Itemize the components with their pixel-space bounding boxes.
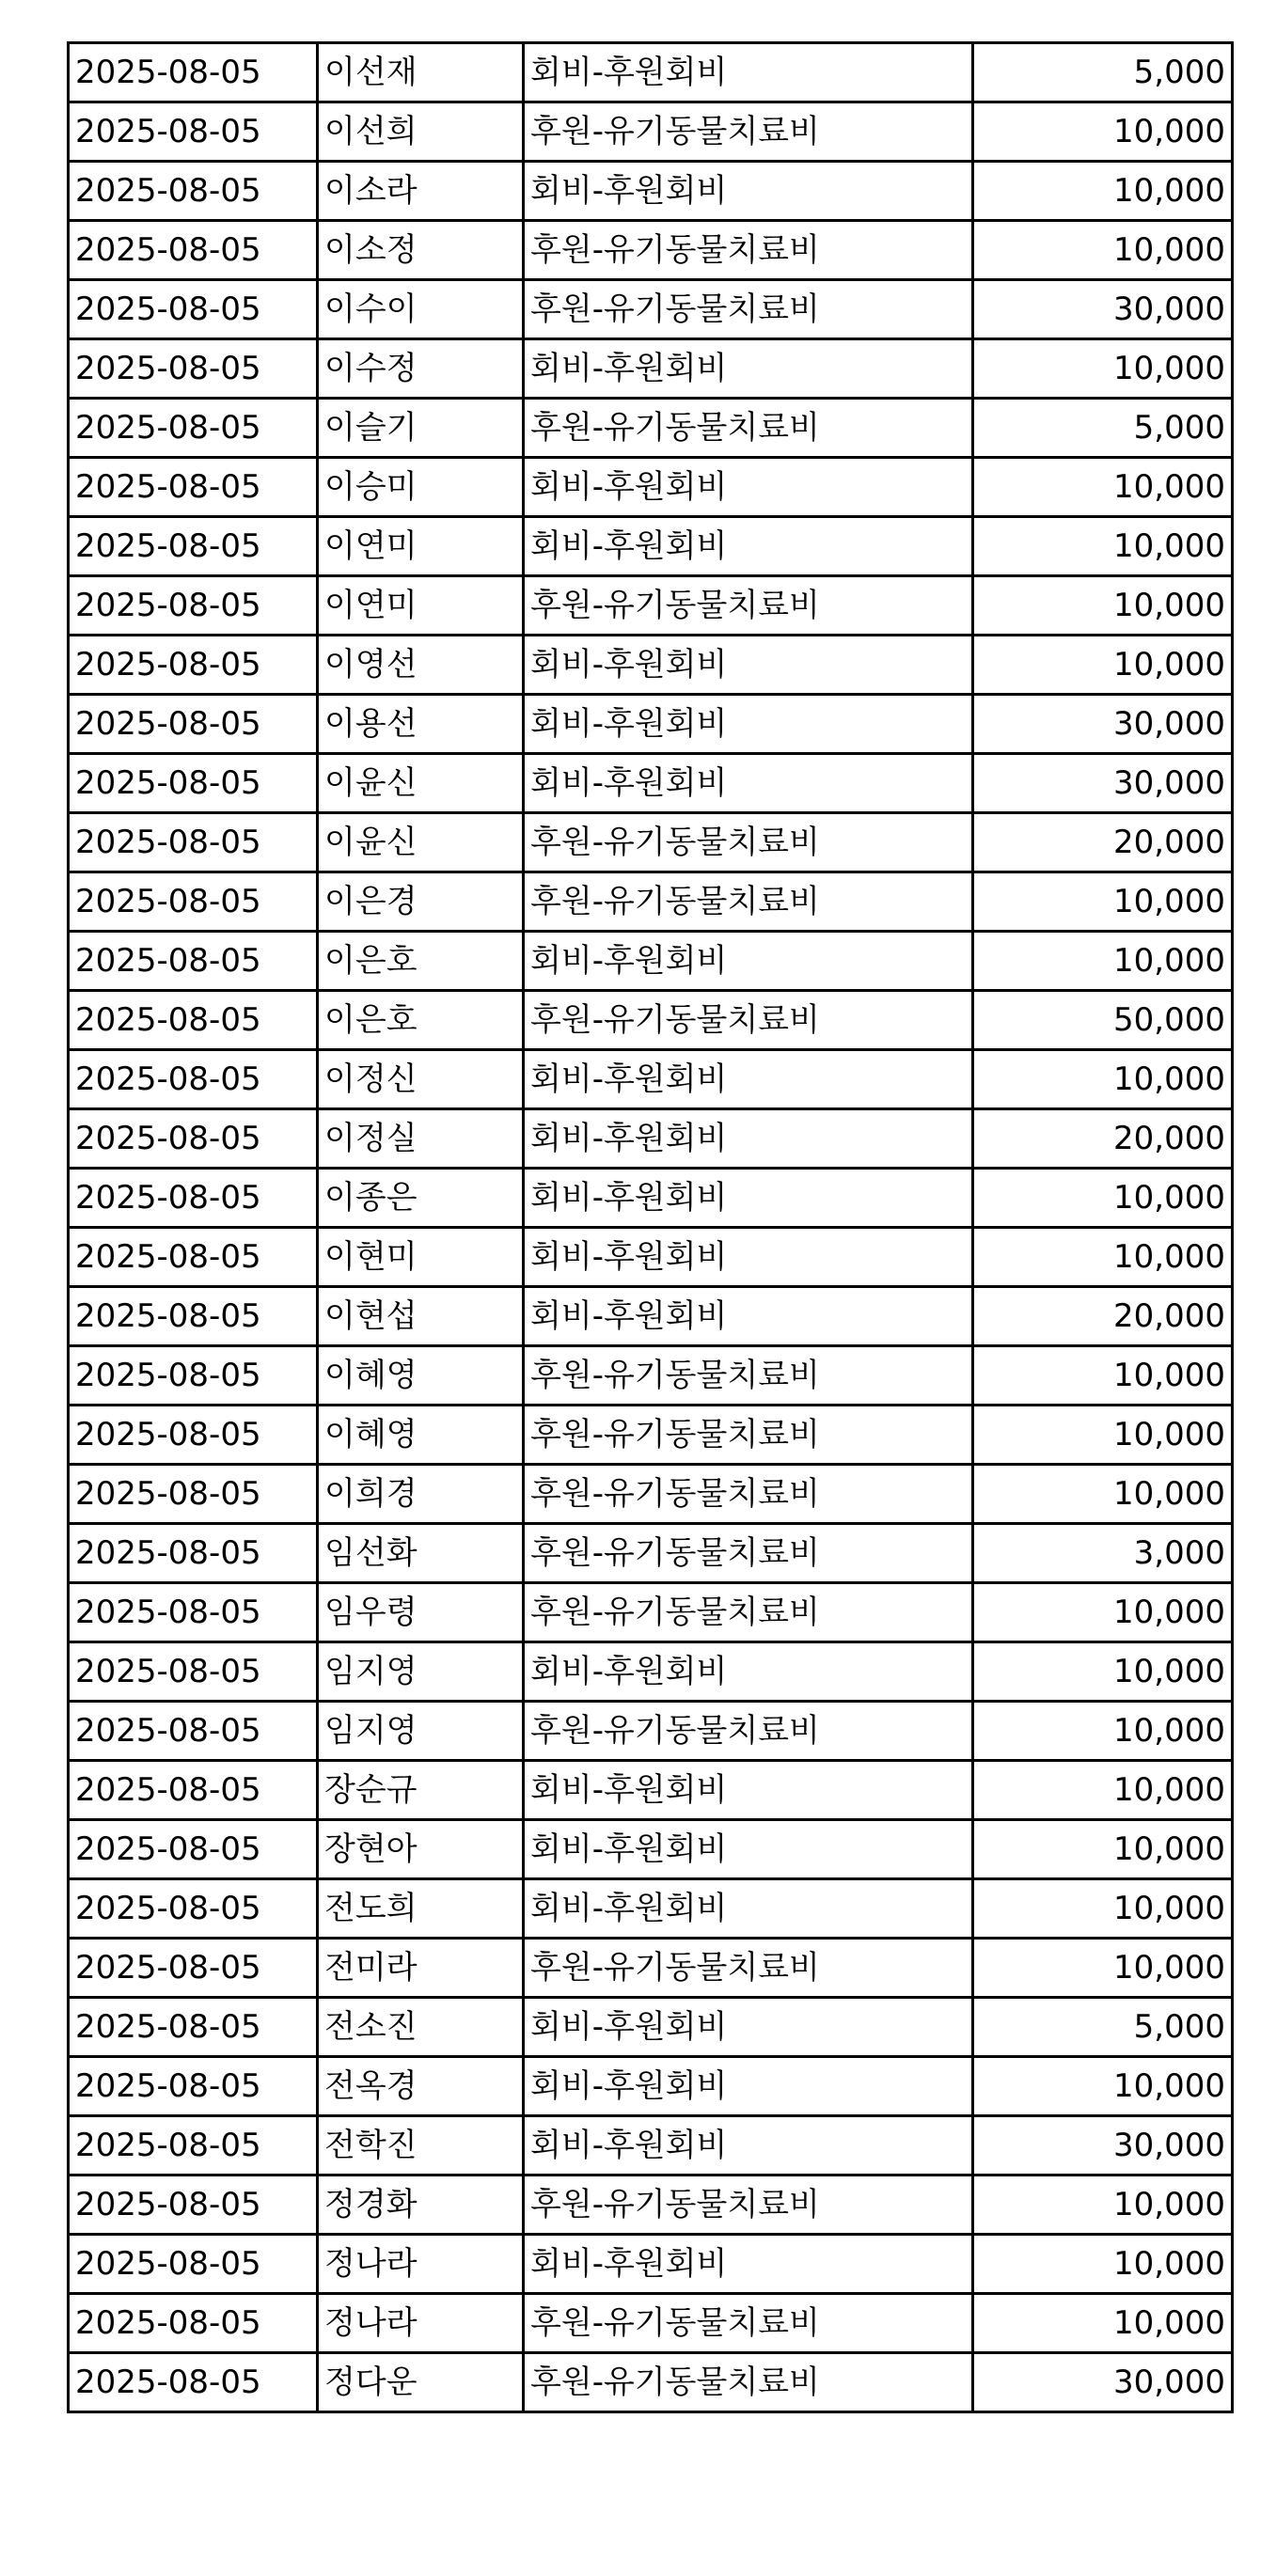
table-row xyxy=(69,2294,1233,2353)
category-cell: 후원-유기동물치료비 xyxy=(524,1406,973,1465)
amount-cell: 20,000 xyxy=(973,1287,1233,1346)
date-cell: 2025-08-05 xyxy=(69,1228,318,1287)
amount-cell: 10,000 xyxy=(973,1050,1233,1109)
category-cell: 후원-유기동물치료비 xyxy=(524,399,973,458)
amount-cell: 3,000 xyxy=(973,1524,1233,1583)
date-cell: 2025-08-05 xyxy=(69,339,318,399)
date-cell: 2025-08-05 xyxy=(69,1109,318,1169)
donor-name-cell: 이정신 xyxy=(318,1050,524,1109)
date-cell: 2025-08-05 xyxy=(69,458,318,517)
table-row xyxy=(69,695,1233,754)
donor-name-cell: 장순규 xyxy=(318,1761,524,1820)
category-cell: 회비-후원회비 xyxy=(524,1998,973,2057)
table-row xyxy=(69,1998,1233,2057)
donor-name-cell: 전미라 xyxy=(318,1939,524,1998)
category-cell: 후원-유기동물치료비 xyxy=(524,221,973,280)
amount-cell: 10,000 xyxy=(973,872,1233,932)
donor-name-cell: 이은호 xyxy=(318,991,524,1050)
donor-name-cell: 이선재 xyxy=(318,43,524,102)
amount-cell: 10,000 xyxy=(973,576,1233,636)
amount-cell: 10,000 xyxy=(973,221,1233,280)
category-cell: 후원-유기동물치료비 xyxy=(524,872,973,932)
amount-cell: 10,000 xyxy=(973,2235,1233,2294)
table-row xyxy=(69,1050,1233,1109)
table-row xyxy=(69,43,1233,102)
category-cell: 후원-유기동물치료비 xyxy=(524,1465,973,1524)
amount-cell: 10,000 xyxy=(973,1583,1233,1642)
date-cell: 2025-08-05 xyxy=(69,1050,318,1109)
table-row xyxy=(69,1287,1233,1346)
table-row xyxy=(69,1169,1233,1228)
category-cell: 회비-후원회비 xyxy=(524,458,973,517)
date-cell: 2025-08-05 xyxy=(69,1998,318,2057)
table-row xyxy=(69,813,1233,872)
donor-name-cell: 이희경 xyxy=(318,1465,524,1524)
table-row xyxy=(69,2353,1233,2412)
date-cell: 2025-08-05 xyxy=(69,1169,318,1228)
amount-cell: 10,000 xyxy=(973,2057,1233,2116)
donor-name-cell: 이혜영 xyxy=(318,1346,524,1406)
category-cell: 회비-후원회비 xyxy=(524,1879,973,1939)
amount-cell: 10,000 xyxy=(973,1939,1233,1998)
date-cell: 2025-08-05 xyxy=(69,43,318,102)
category-cell: 회비-후원회비 xyxy=(524,1287,973,1346)
amount-cell: 5,000 xyxy=(973,43,1233,102)
amount-cell: 50,000 xyxy=(973,991,1233,1050)
amount-cell: 10,000 xyxy=(973,932,1233,991)
donor-name-cell: 이혜영 xyxy=(318,1406,524,1465)
table-row xyxy=(69,1879,1233,1939)
donor-name-cell: 이윤신 xyxy=(318,813,524,872)
amount-cell: 10,000 xyxy=(973,636,1233,695)
amount-cell: 30,000 xyxy=(973,280,1233,339)
donor-name-cell: 이수정 xyxy=(318,339,524,399)
table-row xyxy=(69,2235,1233,2294)
amount-cell: 10,000 xyxy=(973,1228,1233,1287)
donor-name-cell: 전소진 xyxy=(318,1998,524,2057)
table-row xyxy=(69,1583,1233,1642)
table-row xyxy=(69,458,1233,517)
table-row xyxy=(69,1346,1233,1406)
date-cell: 2025-08-05 xyxy=(69,2353,318,2412)
category-cell: 후원-유기동물치료비 xyxy=(524,1939,973,1998)
category-cell: 후원-유기동물치료비 xyxy=(524,991,973,1050)
category-cell: 후원-유기동물치료비 xyxy=(524,280,973,339)
category-cell: 회비-후원회비 xyxy=(524,695,973,754)
date-cell: 2025-08-05 xyxy=(69,1702,318,1761)
table-row xyxy=(69,339,1233,399)
category-cell: 후원-유기동물치료비 xyxy=(524,2353,973,2412)
table-row xyxy=(69,1465,1233,1524)
donor-name-cell: 이현섭 xyxy=(318,1287,524,1346)
category-cell: 후원-유기동물치료비 xyxy=(524,1346,973,1406)
donor-name-cell: 이선희 xyxy=(318,102,524,162)
category-cell: 회비-후원회비 xyxy=(524,339,973,399)
donor-name-cell: 이윤신 xyxy=(318,754,524,813)
amount-cell: 20,000 xyxy=(973,1109,1233,1169)
category-cell: 회비-후원회비 xyxy=(524,932,973,991)
donor-name-cell: 정경화 xyxy=(318,2175,524,2235)
date-cell: 2025-08-05 xyxy=(69,872,318,932)
donor-name-cell: 임지영 xyxy=(318,1702,524,1761)
table-row xyxy=(69,754,1233,813)
donor-name-cell: 이은호 xyxy=(318,932,524,991)
donor-name-cell: 이승미 xyxy=(318,458,524,517)
table-row xyxy=(69,1228,1233,1287)
date-cell: 2025-08-05 xyxy=(69,2235,318,2294)
category-cell: 회비-후원회비 xyxy=(524,636,973,695)
date-cell: 2025-08-05 xyxy=(69,2057,318,2116)
date-cell: 2025-08-05 xyxy=(69,2175,318,2235)
date-cell: 2025-08-05 xyxy=(69,754,318,813)
amount-cell: 5,000 xyxy=(973,1998,1233,2057)
donor-name-cell: 장현아 xyxy=(318,1820,524,1879)
table-row xyxy=(69,1642,1233,1702)
date-cell: 2025-08-05 xyxy=(69,221,318,280)
donor-name-cell: 정다운 xyxy=(318,2353,524,2412)
donor-name-cell: 이용선 xyxy=(318,695,524,754)
date-cell: 2025-08-05 xyxy=(69,1524,318,1583)
donor-name-cell: 전도희 xyxy=(318,1879,524,1939)
donor-name-cell: 이정실 xyxy=(318,1109,524,1169)
donor-name-cell: 전옥경 xyxy=(318,2057,524,2116)
amount-cell: 10,000 xyxy=(973,1879,1233,1939)
amount-cell: 10,000 xyxy=(973,1642,1233,1702)
category-cell: 후원-유기동물치료비 xyxy=(524,1583,973,1642)
category-cell: 회비-후원회비 xyxy=(524,1050,973,1109)
donor-name-cell: 전학진 xyxy=(318,2116,524,2175)
category-cell: 후원-유기동물치료비 xyxy=(524,813,973,872)
amount-cell: 30,000 xyxy=(973,695,1233,754)
amount-cell: 30,000 xyxy=(973,754,1233,813)
donor-name-cell: 임선화 xyxy=(318,1524,524,1583)
table-row xyxy=(69,1820,1233,1879)
table-row xyxy=(69,102,1233,162)
date-cell: 2025-08-05 xyxy=(69,1583,318,1642)
table-row xyxy=(69,2175,1233,2235)
date-cell: 2025-08-05 xyxy=(69,1820,318,1879)
table-row xyxy=(69,517,1233,576)
date-cell: 2025-08-05 xyxy=(69,1346,318,1406)
amount-cell: 30,000 xyxy=(973,2353,1233,2412)
date-cell: 2025-08-05 xyxy=(69,1642,318,1702)
date-cell: 2025-08-05 xyxy=(69,1406,318,1465)
amount-cell: 10,000 xyxy=(973,1465,1233,1524)
date-cell: 2025-08-05 xyxy=(69,280,318,339)
table-row xyxy=(69,576,1233,636)
donor-name-cell: 이현미 xyxy=(318,1228,524,1287)
category-cell: 후원-유기동물치료비 xyxy=(524,102,973,162)
date-cell: 2025-08-05 xyxy=(69,2116,318,2175)
amount-cell: 10,000 xyxy=(973,1702,1233,1761)
donor-name-cell: 정나라 xyxy=(318,2294,524,2353)
table-row xyxy=(69,1109,1233,1169)
amount-cell: 10,000 xyxy=(973,1169,1233,1228)
category-cell: 회비-후원회비 xyxy=(524,754,973,813)
amount-cell: 10,000 xyxy=(973,1346,1233,1406)
date-cell: 2025-08-05 xyxy=(69,576,318,636)
donor-name-cell: 이연미 xyxy=(318,576,524,636)
date-cell: 2025-08-05 xyxy=(69,517,318,576)
table-row xyxy=(69,1939,1233,1998)
category-cell: 회비-후원회비 xyxy=(524,2057,973,2116)
category-cell: 후원-유기동물치료비 xyxy=(524,1702,973,1761)
donor-name-cell: 이소라 xyxy=(318,162,524,221)
table-row xyxy=(69,2116,1233,2175)
date-cell: 2025-08-05 xyxy=(69,932,318,991)
table-row xyxy=(69,1524,1233,1583)
donor-name-cell: 정나라 xyxy=(318,2235,524,2294)
donor-name-cell: 이은경 xyxy=(318,872,524,932)
category-cell: 회비-후원회비 xyxy=(524,1820,973,1879)
donor-name-cell: 이종은 xyxy=(318,1169,524,1228)
category-cell: 회비-후원회비 xyxy=(524,43,973,102)
table-row xyxy=(69,1406,1233,1465)
table-row xyxy=(69,932,1233,991)
category-cell: 후원-유기동물치료비 xyxy=(524,576,973,636)
date-cell: 2025-08-05 xyxy=(69,813,318,872)
amount-cell: 10,000 xyxy=(973,1820,1233,1879)
amount-cell: 10,000 xyxy=(973,517,1233,576)
date-cell: 2025-08-05 xyxy=(69,1761,318,1820)
amount-cell: 10,000 xyxy=(973,458,1233,517)
date-cell: 2025-08-05 xyxy=(69,1465,318,1524)
amount-cell: 10,000 xyxy=(973,1761,1233,1820)
amount-cell: 10,000 xyxy=(973,2175,1233,2235)
table-row xyxy=(69,2057,1233,2116)
amount-cell: 10,000 xyxy=(973,2294,1233,2353)
category-cell: 회비-후원회비 xyxy=(524,1169,973,1228)
table-row xyxy=(69,1702,1233,1761)
amount-cell: 5,000 xyxy=(973,399,1233,458)
category-cell: 회비-후원회비 xyxy=(524,2116,973,2175)
donor-name-cell: 이소정 xyxy=(318,221,524,280)
donor-name-cell: 이수이 xyxy=(318,280,524,339)
category-cell: 회비-후원회비 xyxy=(524,2235,973,2294)
category-cell: 회비-후원회비 xyxy=(524,1109,973,1169)
date-cell: 2025-08-05 xyxy=(69,636,318,695)
amount-cell: 30,000 xyxy=(973,2116,1233,2175)
donor-name-cell: 이연미 xyxy=(318,517,524,576)
table-row xyxy=(69,399,1233,458)
category-cell: 회비-후원회비 xyxy=(524,162,973,221)
amount-cell: 10,000 xyxy=(973,339,1233,399)
table-body xyxy=(69,43,1233,2412)
table-row xyxy=(69,1761,1233,1820)
category-cell: 후원-유기동물치료비 xyxy=(524,1524,973,1583)
donor-name-cell: 임지영 xyxy=(318,1642,524,1702)
table-row xyxy=(69,162,1233,221)
date-cell: 2025-08-05 xyxy=(69,162,318,221)
table-row xyxy=(69,991,1233,1050)
date-cell: 2025-08-05 xyxy=(69,1879,318,1939)
date-cell: 2025-08-05 xyxy=(69,695,318,754)
amount-cell: 10,000 xyxy=(973,102,1233,162)
table-row xyxy=(69,280,1233,339)
category-cell: 회비-후원회비 xyxy=(524,517,973,576)
date-cell: 2025-08-05 xyxy=(69,1939,318,1998)
category-cell: 회비-후원회비 xyxy=(524,1228,973,1287)
donor-name-cell: 임우령 xyxy=(318,1583,524,1642)
amount-cell: 20,000 xyxy=(973,813,1233,872)
date-cell: 2025-08-05 xyxy=(69,991,318,1050)
date-cell: 2025-08-05 xyxy=(69,2294,318,2353)
donation-table xyxy=(67,41,1234,2413)
donation-ledger xyxy=(67,41,1231,2413)
table-row xyxy=(69,221,1233,280)
date-cell: 2025-08-05 xyxy=(69,1287,318,1346)
donor-name-cell: 이슬기 xyxy=(318,399,524,458)
category-cell: 후원-유기동물치료비 xyxy=(524,2294,973,2353)
category-cell: 회비-후원회비 xyxy=(524,1642,973,1702)
amount-cell: 10,000 xyxy=(973,162,1233,221)
category-cell: 회비-후원회비 xyxy=(524,1761,973,1820)
table-row xyxy=(69,872,1233,932)
category-cell: 후원-유기동물치료비 xyxy=(524,2175,973,2235)
amount-cell: 10,000 xyxy=(973,1406,1233,1465)
table-row xyxy=(69,636,1233,695)
date-cell: 2025-08-05 xyxy=(69,399,318,458)
date-cell: 2025-08-05 xyxy=(69,102,318,162)
donor-name-cell: 이영선 xyxy=(318,636,524,695)
